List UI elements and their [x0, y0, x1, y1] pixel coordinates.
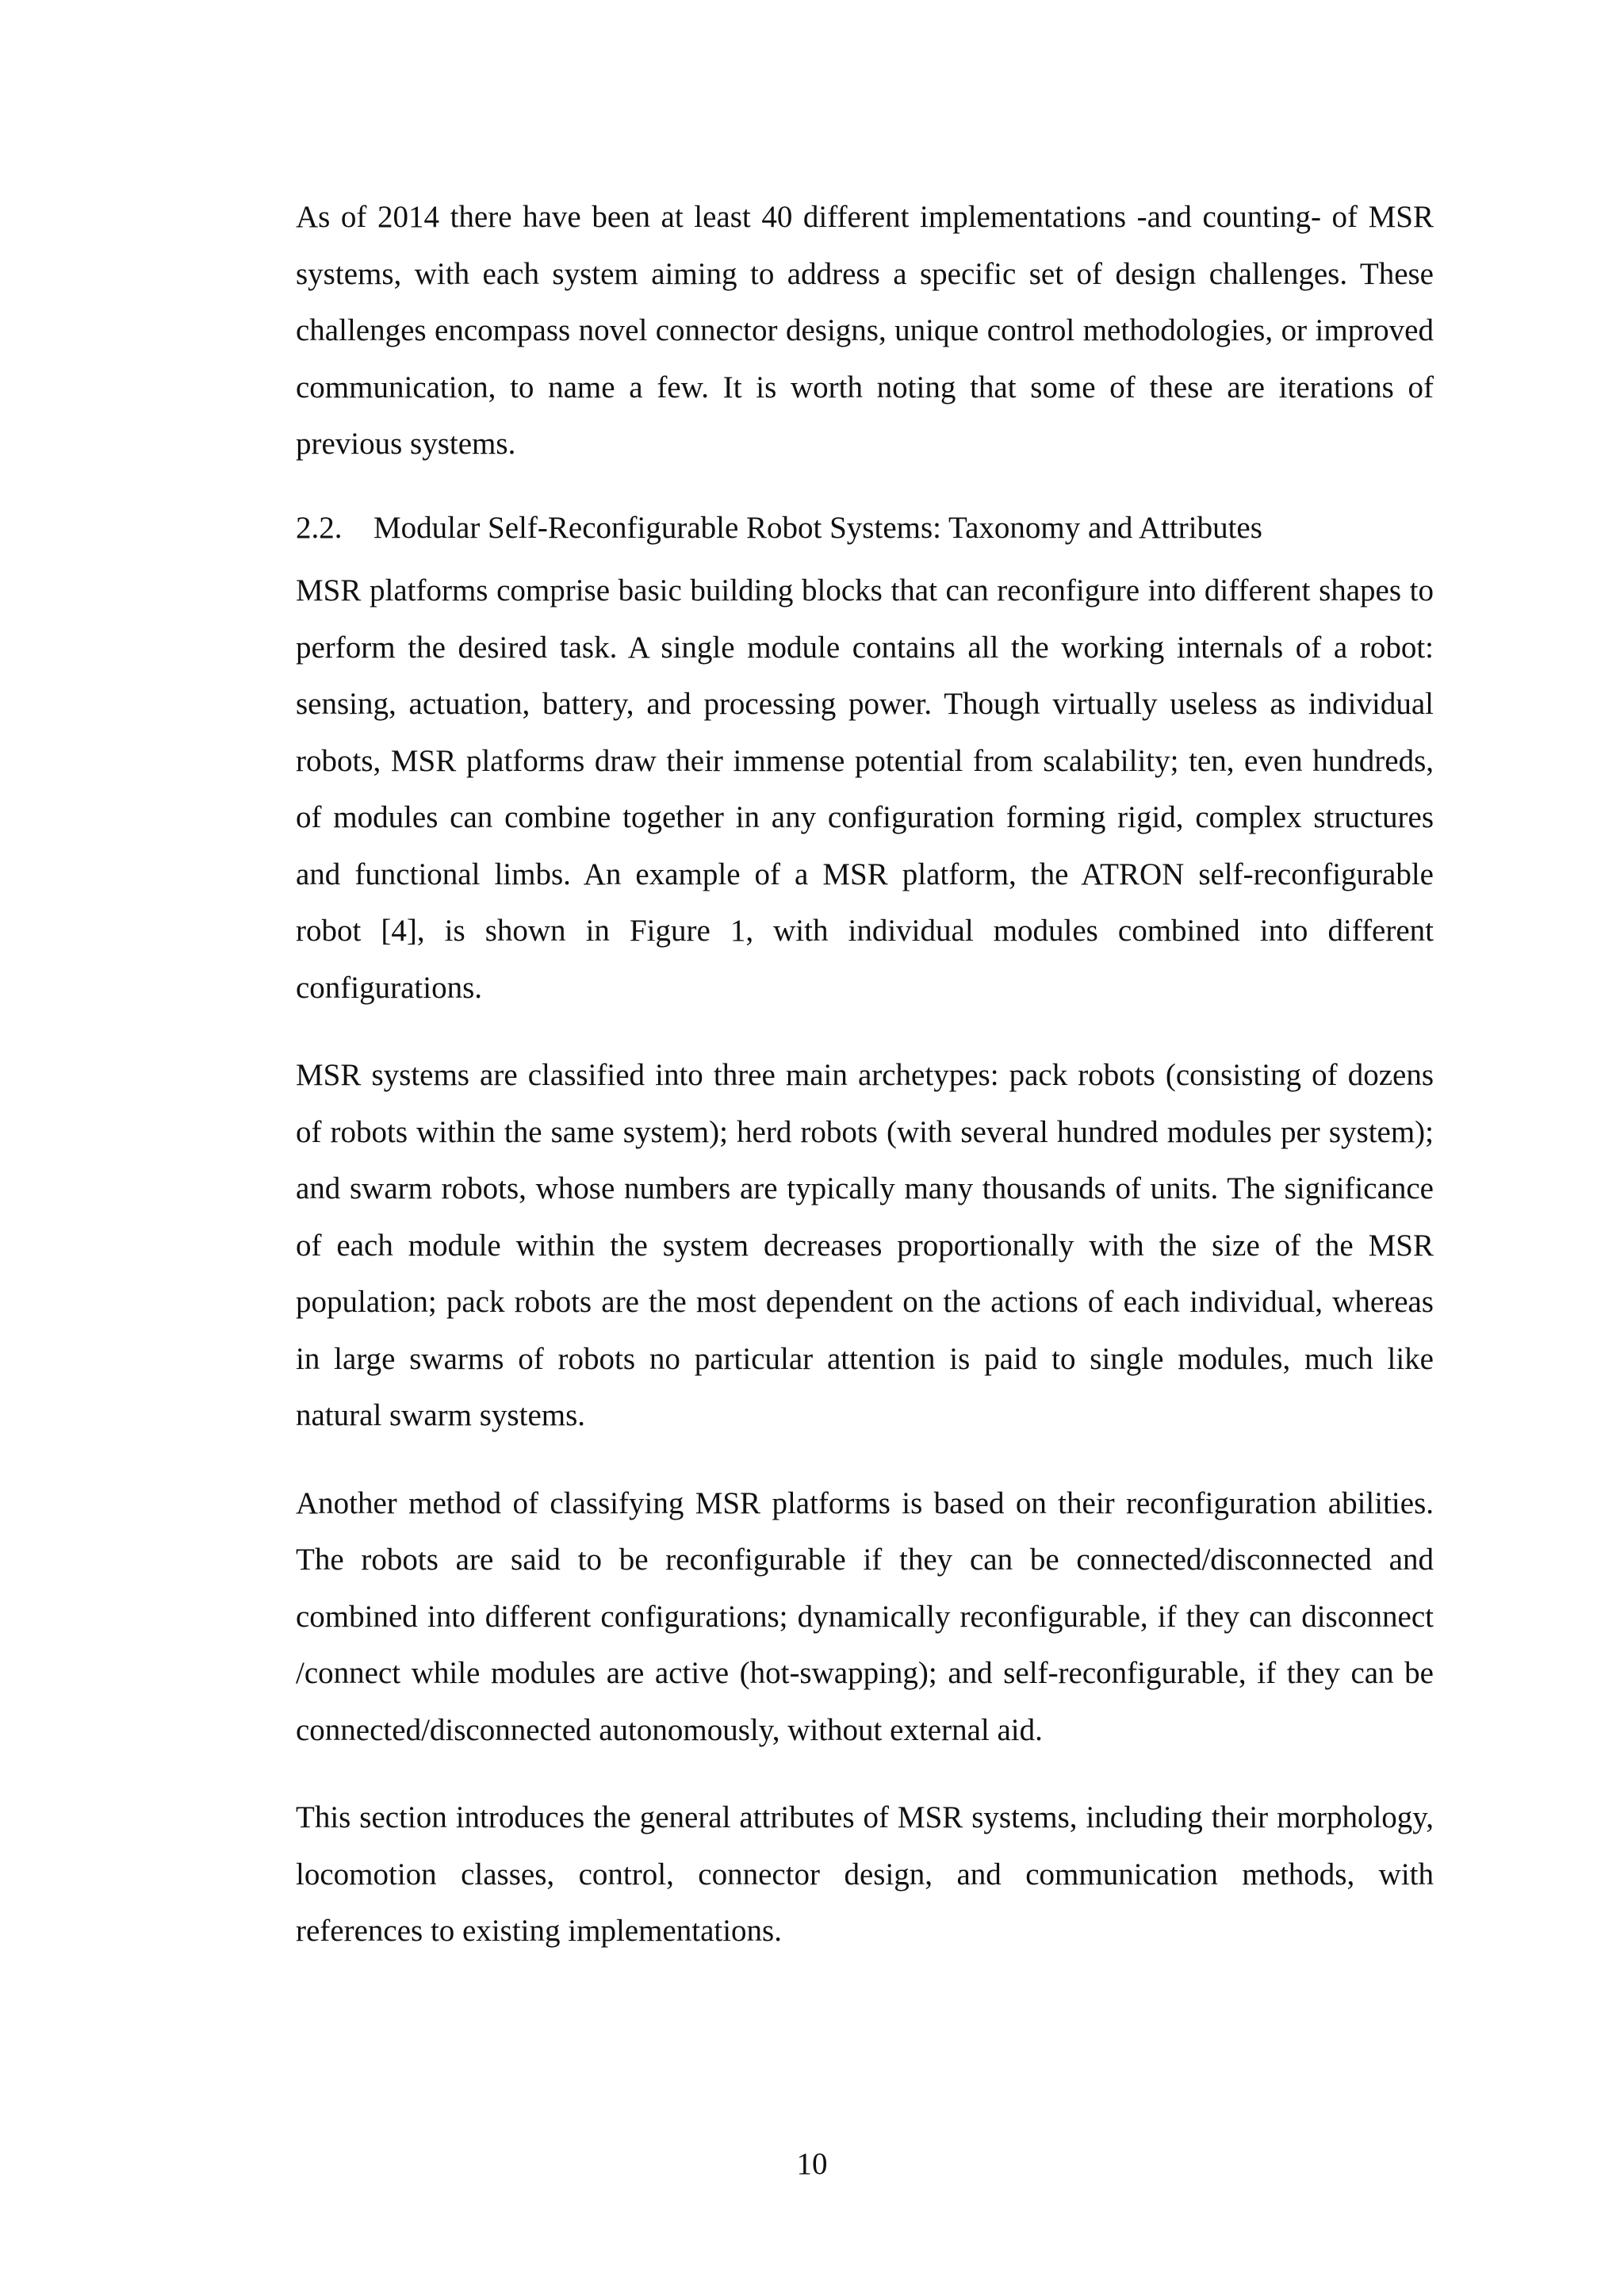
page-body — [296, 189, 1434, 1991]
section-number: 2.2. — [296, 510, 343, 545]
paragraph-reconfiguration: Another method of classifying MSR platforms is based on their reconfiguration abilities. The robots are said to be reconfigurable if they can be connected/disconnected and combined into different configurations; dynamically reconfigurable, if they can disconnect /connect while modules are active (hot-swapping); and self-reconfigurable, if they can be connected/disconnected autonomously, without external aid. — [296, 1485, 1434, 1747]
page-number: 10 — [796, 2147, 828, 2181]
paragraph-archetypes: MSR systems are classified into three main archetypes: pack robots (consisting of dozens of robots within the same system); herd robots (with several hundred modules per system); and swarm robots, whose numbers are typically many thousands of units. The significance of each module within the system decreases proportionally with the size of the MSR population; pack robots are the most dependent on the actions of each individual, whereas in large swarms of robots no particular attention is paid to single modules, much like natural swarm systems. — [296, 1058, 1434, 1432]
intro-paragraph: As of 2014 there have been at least 40 different implementations -and counting- of MSR systems, with each system aiming to address a specific set of design challenges. These challenges encompass novel connector designs, unique control methodologies, or improved communication, to name a few. It is worth noting that some of these are iterations of previous systems. — [296, 200, 1434, 461]
paragraph-section-intro: This section introduces the general attributes of MSR systems, including their morphology, locomotion classes, control, connector design, and communication methods, with references to existing implementations. — [296, 1800, 1434, 1948]
section-title: Modular Self-Reconfigurable Robot Systems: Taxonomy and Attributes — [373, 510, 1262, 545]
paragraph-msr-platforms: MSR platforms comprise basic building blocks that can reconfigure into different shapes to perform the desired task. A single module contains all the working internals of a robot: sensing, actuation, battery, and processing power. Though virtually useless as individual robots, MSR platforms draw their immense potential from scalability; ten, even hundreds, of modules can combine together in any configuration forming rigid, complex structures and functional limbs. An example of a MSR platform, the ATRON self-reconfigurable robot [4], is shown in Figure 1, with individual modules combined into different configurations. — [296, 573, 1434, 1005]
section-heading — [296, 500, 1434, 557]
